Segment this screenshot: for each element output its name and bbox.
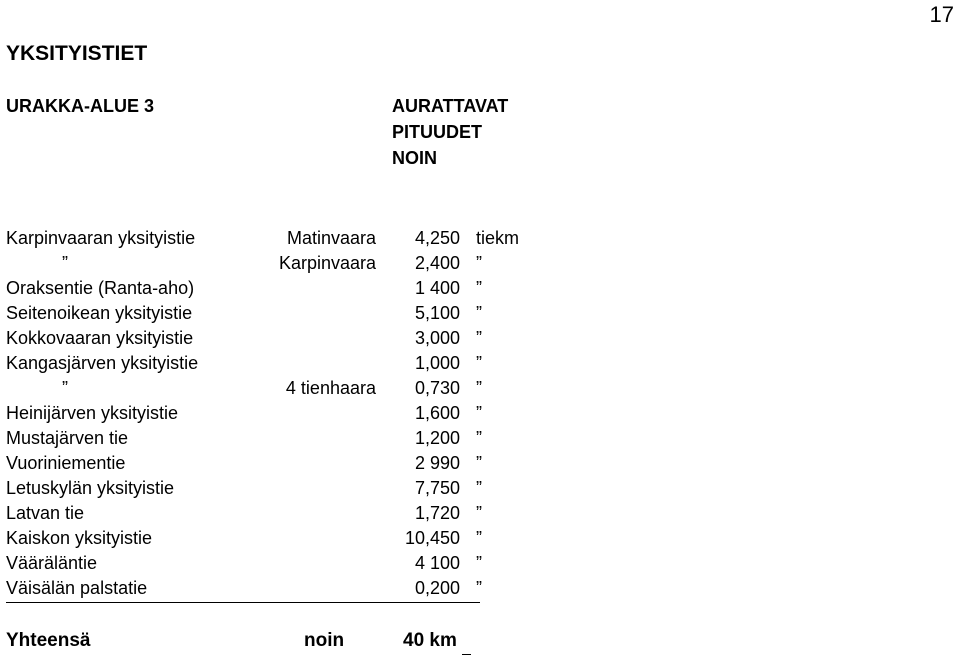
table-row (0, 553, 960, 578)
road-length: 4,250 (414, 228, 460, 248)
column-header-line-3: NOIN (392, 148, 437, 168)
road-unit: ” (476, 278, 482, 298)
page-number: 17 (929, 2, 954, 27)
road-length: 5,100 (414, 303, 460, 323)
column-header-line-1: AURATTAVAT (392, 96, 509, 116)
road-length: 2,400 (414, 253, 460, 273)
total-value: 40 km (403, 630, 457, 651)
road-unit: ” (476, 553, 482, 573)
road-unit: ” (476, 253, 482, 273)
road-place: 4 tienhaara (285, 378, 376, 398)
road-unit: ” (476, 378, 482, 398)
road-length: 1,200 (414, 428, 460, 448)
road-unit: ” (476, 478, 482, 498)
table-row (0, 253, 960, 278)
road-unit: ” (476, 328, 482, 348)
table-row (0, 378, 960, 403)
road-name: Kokkovaaran yksityistie (6, 328, 194, 348)
road-unit: ” (476, 528, 482, 548)
road-name: ” (62, 253, 68, 273)
road-length: 4 100 (414, 553, 460, 573)
road-name: Vuoriniementie (6, 453, 126, 473)
road-name: Heinijärven yksityistie (6, 403, 179, 423)
road-unit: ” (476, 503, 482, 523)
road-name: Kangasjärven yksityistie (6, 353, 199, 373)
table-row (0, 228, 960, 253)
table-row (0, 353, 960, 378)
table-row (0, 578, 960, 603)
road-length: 2 990 (414, 453, 460, 473)
table-bottom-rule (6, 602, 480, 603)
road-length: 0,200 (414, 578, 460, 598)
road-unit: ” (476, 428, 482, 448)
page-title: YKSITYISTIET (6, 42, 148, 65)
road-name: ” (62, 378, 68, 398)
table-row (0, 328, 960, 353)
road-unit: tiekm (476, 228, 520, 248)
table-row (0, 278, 960, 303)
road-name: Seitenoikean yksityistie (6, 303, 193, 323)
road-name: Oraksentie (Ranta-aho) (6, 278, 195, 298)
table-row (0, 453, 960, 478)
road-name: Väisälän palstatie (6, 578, 148, 598)
road-length: 10,450 (404, 528, 460, 548)
road-length: 1,720 (414, 503, 460, 523)
total-label: Yhteensä (6, 630, 91, 651)
table-row (0, 528, 960, 553)
table-row (0, 303, 960, 328)
road-place: Karpinvaara (278, 253, 376, 273)
road-length: 1 400 (414, 278, 460, 298)
road-name: Karpinvaaran yksityistie (6, 228, 196, 248)
road-name: Mustajärven tie (6, 428, 129, 448)
table-row (0, 428, 960, 453)
road-name: Letuskylän yksityistie (6, 478, 175, 498)
road-unit: ” (476, 403, 482, 423)
road-length: 0,730 (414, 378, 460, 398)
road-name: Latvan tie (6, 503, 85, 523)
table-row (0, 478, 960, 503)
table-row (0, 403, 960, 428)
road-name: Vääräläntie (6, 553, 98, 573)
road-length: 7,750 (414, 478, 460, 498)
column-header-line-2: PITUUDET (392, 122, 482, 142)
road-unit: ” (476, 453, 482, 473)
road-length: 1,600 (414, 403, 460, 423)
road-place: Matinvaara (286, 228, 376, 248)
road-unit: ” (476, 353, 482, 373)
table-row (0, 503, 960, 528)
total-approx: noin (304, 630, 345, 651)
road-length: 1,000 (414, 353, 460, 373)
area-label: URAKKA-ALUE 3 (6, 96, 154, 116)
road-unit: ” (476, 578, 482, 598)
road-unit: ” (476, 303, 482, 323)
road-name: Kaiskon yksityistie (6, 528, 153, 548)
road-length: 3,000 (414, 328, 460, 348)
